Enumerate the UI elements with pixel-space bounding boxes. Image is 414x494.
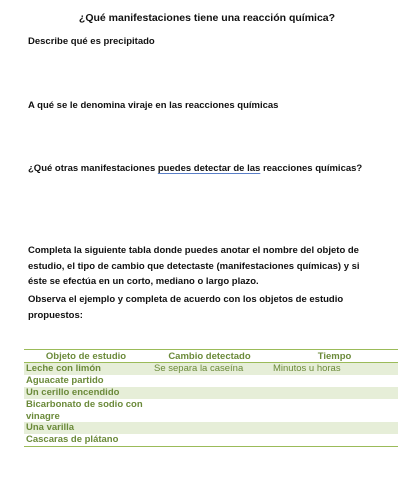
header-cambio: Cambio detectado <box>148 350 271 363</box>
instructions-line: estudio, el tipo de cambio que detectaste (manifestaciones químicas) y si <box>28 260 360 272</box>
cell-objeto: Leche con limón <box>24 363 148 376</box>
table-header-row <box>24 350 398 363</box>
instructions-line: éste se efectúa en un corto, mediano o largo plazo. <box>28 276 259 287</box>
table-row <box>24 387 398 399</box>
cell-objeto: Bicarbonato de sodio con vinagre <box>26 399 143 422</box>
cell-tiempo <box>271 375 398 387</box>
table-row <box>24 399 398 422</box>
observe-line: propuestos: <box>28 309 83 321</box>
cell-objeto: Un cerillo encendido <box>24 387 148 399</box>
cell-cambio <box>148 375 271 387</box>
study-objects-table <box>24 349 398 447</box>
header-objeto: Objeto de estudio <box>24 350 148 363</box>
cell-cambio: Se separa la caseína <box>148 363 271 376</box>
question-otras-manifestaciones <box>28 163 362 174</box>
cell-tiempo <box>271 399 398 422</box>
cell-tiempo: Minutos u horas <box>271 363 398 376</box>
cell-cambio <box>148 387 271 399</box>
table-row <box>24 363 398 376</box>
cell-tiempo <box>271 434 398 447</box>
table-row <box>24 422 398 434</box>
table-row <box>24 434 398 447</box>
header-tiempo: Tiempo <box>271 350 398 363</box>
cell-cambio <box>148 422 271 434</box>
cell-objeto: Cascaras de plátano <box>24 434 148 447</box>
instructions-paragraph <box>28 243 384 290</box>
underlined-phrase: puedes detectar de las <box>157 163 261 174</box>
page-title: ¿Qué manifestaciones tiene una reacción química? <box>78 12 336 24</box>
cell-objeto: Una varilla <box>24 422 148 434</box>
observe-line: Observa el ejemplo y completa de acuerdo con los objetos de estudio <box>28 294 344 305</box>
cell-tiempo <box>271 387 398 399</box>
instructions-line: Completa la siguiente tabla donde puedes anotar el nombre del objeto de <box>28 245 359 256</box>
question-precipitado: Describe qué es precipitado <box>28 36 155 47</box>
observe-paragraph <box>28 292 384 323</box>
cell-cambio <box>148 399 271 422</box>
cell-objeto: Aguacate partido <box>26 375 104 386</box>
cell-cambio <box>148 434 271 447</box>
table-row <box>24 375 398 387</box>
question-text-end: reacciones químicas? <box>260 163 363 174</box>
question-viraje: A qué se le denomina viraje en las reacciones químicas <box>28 100 279 111</box>
question-text-start: ¿Qué otras manifestaciones <box>28 163 158 174</box>
cell-tiempo <box>271 422 398 434</box>
